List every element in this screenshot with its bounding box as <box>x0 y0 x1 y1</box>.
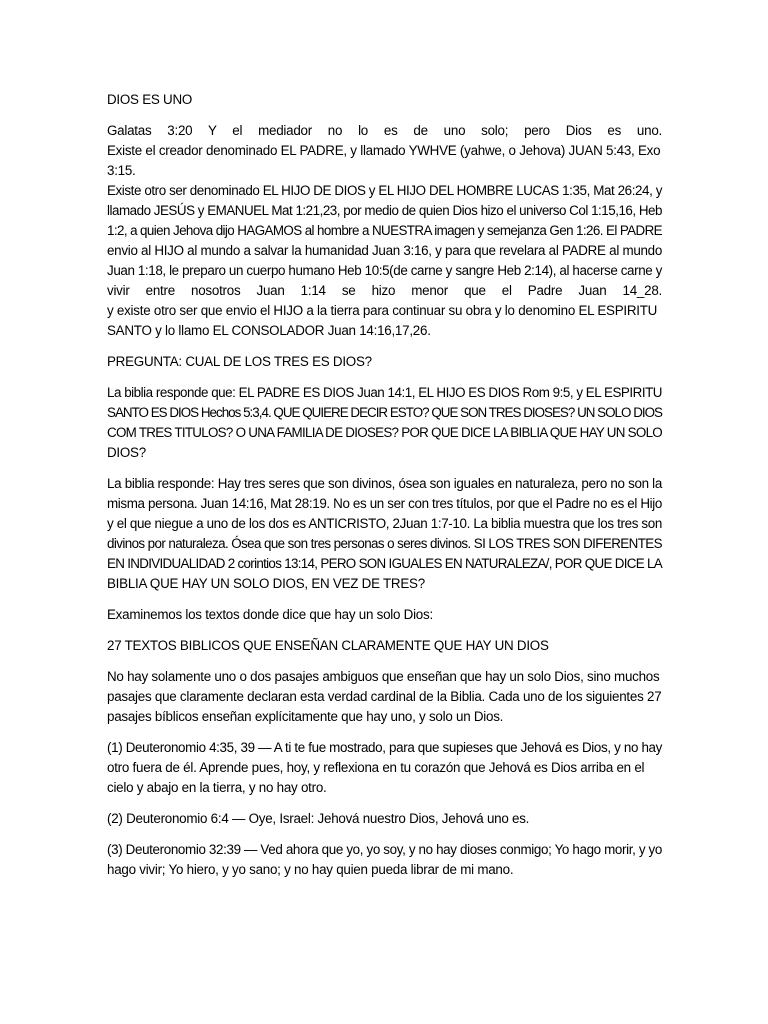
paragraph-examine <box>107 605 662 625</box>
text-line: Galatas 3:20 Y el mediador no lo es de uno solo; pero Dios es uno. <box>107 123 662 138</box>
text-line: Existe el creador denominado EL PADRE, y llamado YWHVE (yahwe, o Jehova) JUAN 5:43, Exo <box>107 143 661 158</box>
text-line: No hay solamente uno o dos pasajes ambiguos que enseñan que hay un solo Dios, sino muchos <box>107 669 660 684</box>
paragraph-question <box>107 352 662 372</box>
text-line: SANTO ES DIOS Hechos 5:3,4. QUE QUIERE DECIR ESTO? QUE SON TRES DIOSES? UN SOLO DIOS <box>107 405 662 420</box>
text-line: 1:2, a quien Jehova dijo HAGAMOS al hombre a NUESTRA imagen y semejanza Gen 1:26. El PADRE <box>107 223 662 238</box>
text-line: 27 TEXTOS BIBLICOS QUE ENSEÑAN CLARAMENTE QUE HAY UN DIOS <box>107 638 549 653</box>
text-line: Juan 1:18, le preparo un cuerpo humano Heb 10:5(de carne y sangre Heb 2:14), al hacerse carne y <box>107 263 662 278</box>
paragraph-deut-6 <box>107 809 662 829</box>
document-title: DIOS ES UNO <box>107 92 193 107</box>
text-line: (3) Deuteronomio 32:39 — Ved ahora que yo, yo soy, y no hay dioses conmigo; Yo hago morir, y yo <box>107 842 662 857</box>
text-line: Existe otro ser denominado EL HIJO DE DIOS y EL HIJO DEL HOMBRE LUCAS 1:35, Mat 26:24, y <box>107 183 662 198</box>
text-line: pasajes que claramente declaran esta verdad cardinal de la Biblia. Cada uno de los siguientes 27 <box>107 689 662 704</box>
paragraph-not-ambiguous <box>107 667 662 727</box>
paragraph-intro <box>107 121 662 341</box>
text-line: DIOS? <box>107 445 146 460</box>
text-line: EN INDIVIDUALIDAD 2 corintios 13:14, PERO SON IGUALES EN NATURALEZA/, POR QUE DICE LA <box>107 556 662 571</box>
text-line: PREGUNTA: CUAL DE LOS TRES ES DIOS? <box>107 354 372 369</box>
text-line: misma persona. Juan 14:16, Mat 28:19. No es un ser con tres títulos, por que el Padre no es el Hijo <box>107 496 662 511</box>
text-line: (2) Deuteronomio 6:4 — Oye, Israel: Jehová nuestro Dios, Jehová uno es. <box>107 811 530 826</box>
text-line: envio al HIJO al mundo a salvar la humanidad Juan 3:16, y para que revelara al PADRE al mundo <box>107 243 662 258</box>
text-line: SANTO y lo llamo EL CONSOLADOR Juan 14:16,17,26. <box>107 323 431 338</box>
text-line: y el que niegue a uno de los dos es ANTICRISTO, 2Juan 1:7-10. La biblia muestra que los tres son <box>107 516 662 531</box>
text-line: llamado JESÚS y EMANUEL Mat 1:21,23, por medio de quien Dios hizo el universo Col 1:15,16, Heb <box>107 203 662 218</box>
paragraph-deut-4 <box>107 738 662 798</box>
text-line: Examinemos los textos donde dice que hay un solo Dios: <box>107 607 433 622</box>
text-line: La biblia responde que: EL PADRE ES DIOS Juan 14:1, EL HIJO ES DIOS Rom 9:5, y EL ESPIRITU <box>107 385 662 400</box>
text-line: pasajes bíblicos enseñan explícitamente que hay uno, y solo un Dios. <box>107 709 504 724</box>
paragraph-heading-27-texts <box>107 636 662 656</box>
text-line: La biblia responde: Hay tres seres que son divinos, ósea son iguales en naturaleza, pero no son la <box>107 476 662 491</box>
paragraph-bible-answer-1 <box>107 383 662 463</box>
text-line: hago vivir; Yo hiero, y yo sano; y no hay quien pueda librar de mi mano. <box>107 862 514 877</box>
text-line: otro fuera de él. Aprende pues, hoy, y reflexiona en tu corazón que Jehová es Dios arriba en el <box>107 760 645 775</box>
text-line: cielo y abajo en la tierra, y no hay otro. <box>107 780 327 795</box>
text-line: (1) Deuteronomio 4:35, 39 — A ti te fue mostrado, para que supieses que Jehová es Dios, y no hay <box>107 740 662 755</box>
text-line: BIBLIA QUE HAY UN SOLO DIOS, EN VEZ DE TRES? <box>107 576 425 591</box>
document-page <box>107 90 662 891</box>
text-line: divinos por naturaleza. Ósea que son tres personas o seres divinos. SI LOS TRES SON DIFERENTES <box>107 536 662 551</box>
paragraph-deut-32 <box>107 840 662 880</box>
text-line: COM TRES TITULOS? O UNA FAMILIA DE DIOSES? POR QUE DICE LA BIBLIA QUE HAY UN SOLO <box>107 425 662 440</box>
text-line: y existe otro ser que envio el HIJO a la tierra para continuar su obra y lo denomino EL ESPIRITU <box>107 303 658 318</box>
text-line: vivir entre nosotros Juan 1:14 se hizo menor que el Padre Juan 14_28. <box>107 283 662 298</box>
text-line: 3:15. <box>107 163 136 178</box>
paragraph-bible-answer-2 <box>107 474 662 594</box>
